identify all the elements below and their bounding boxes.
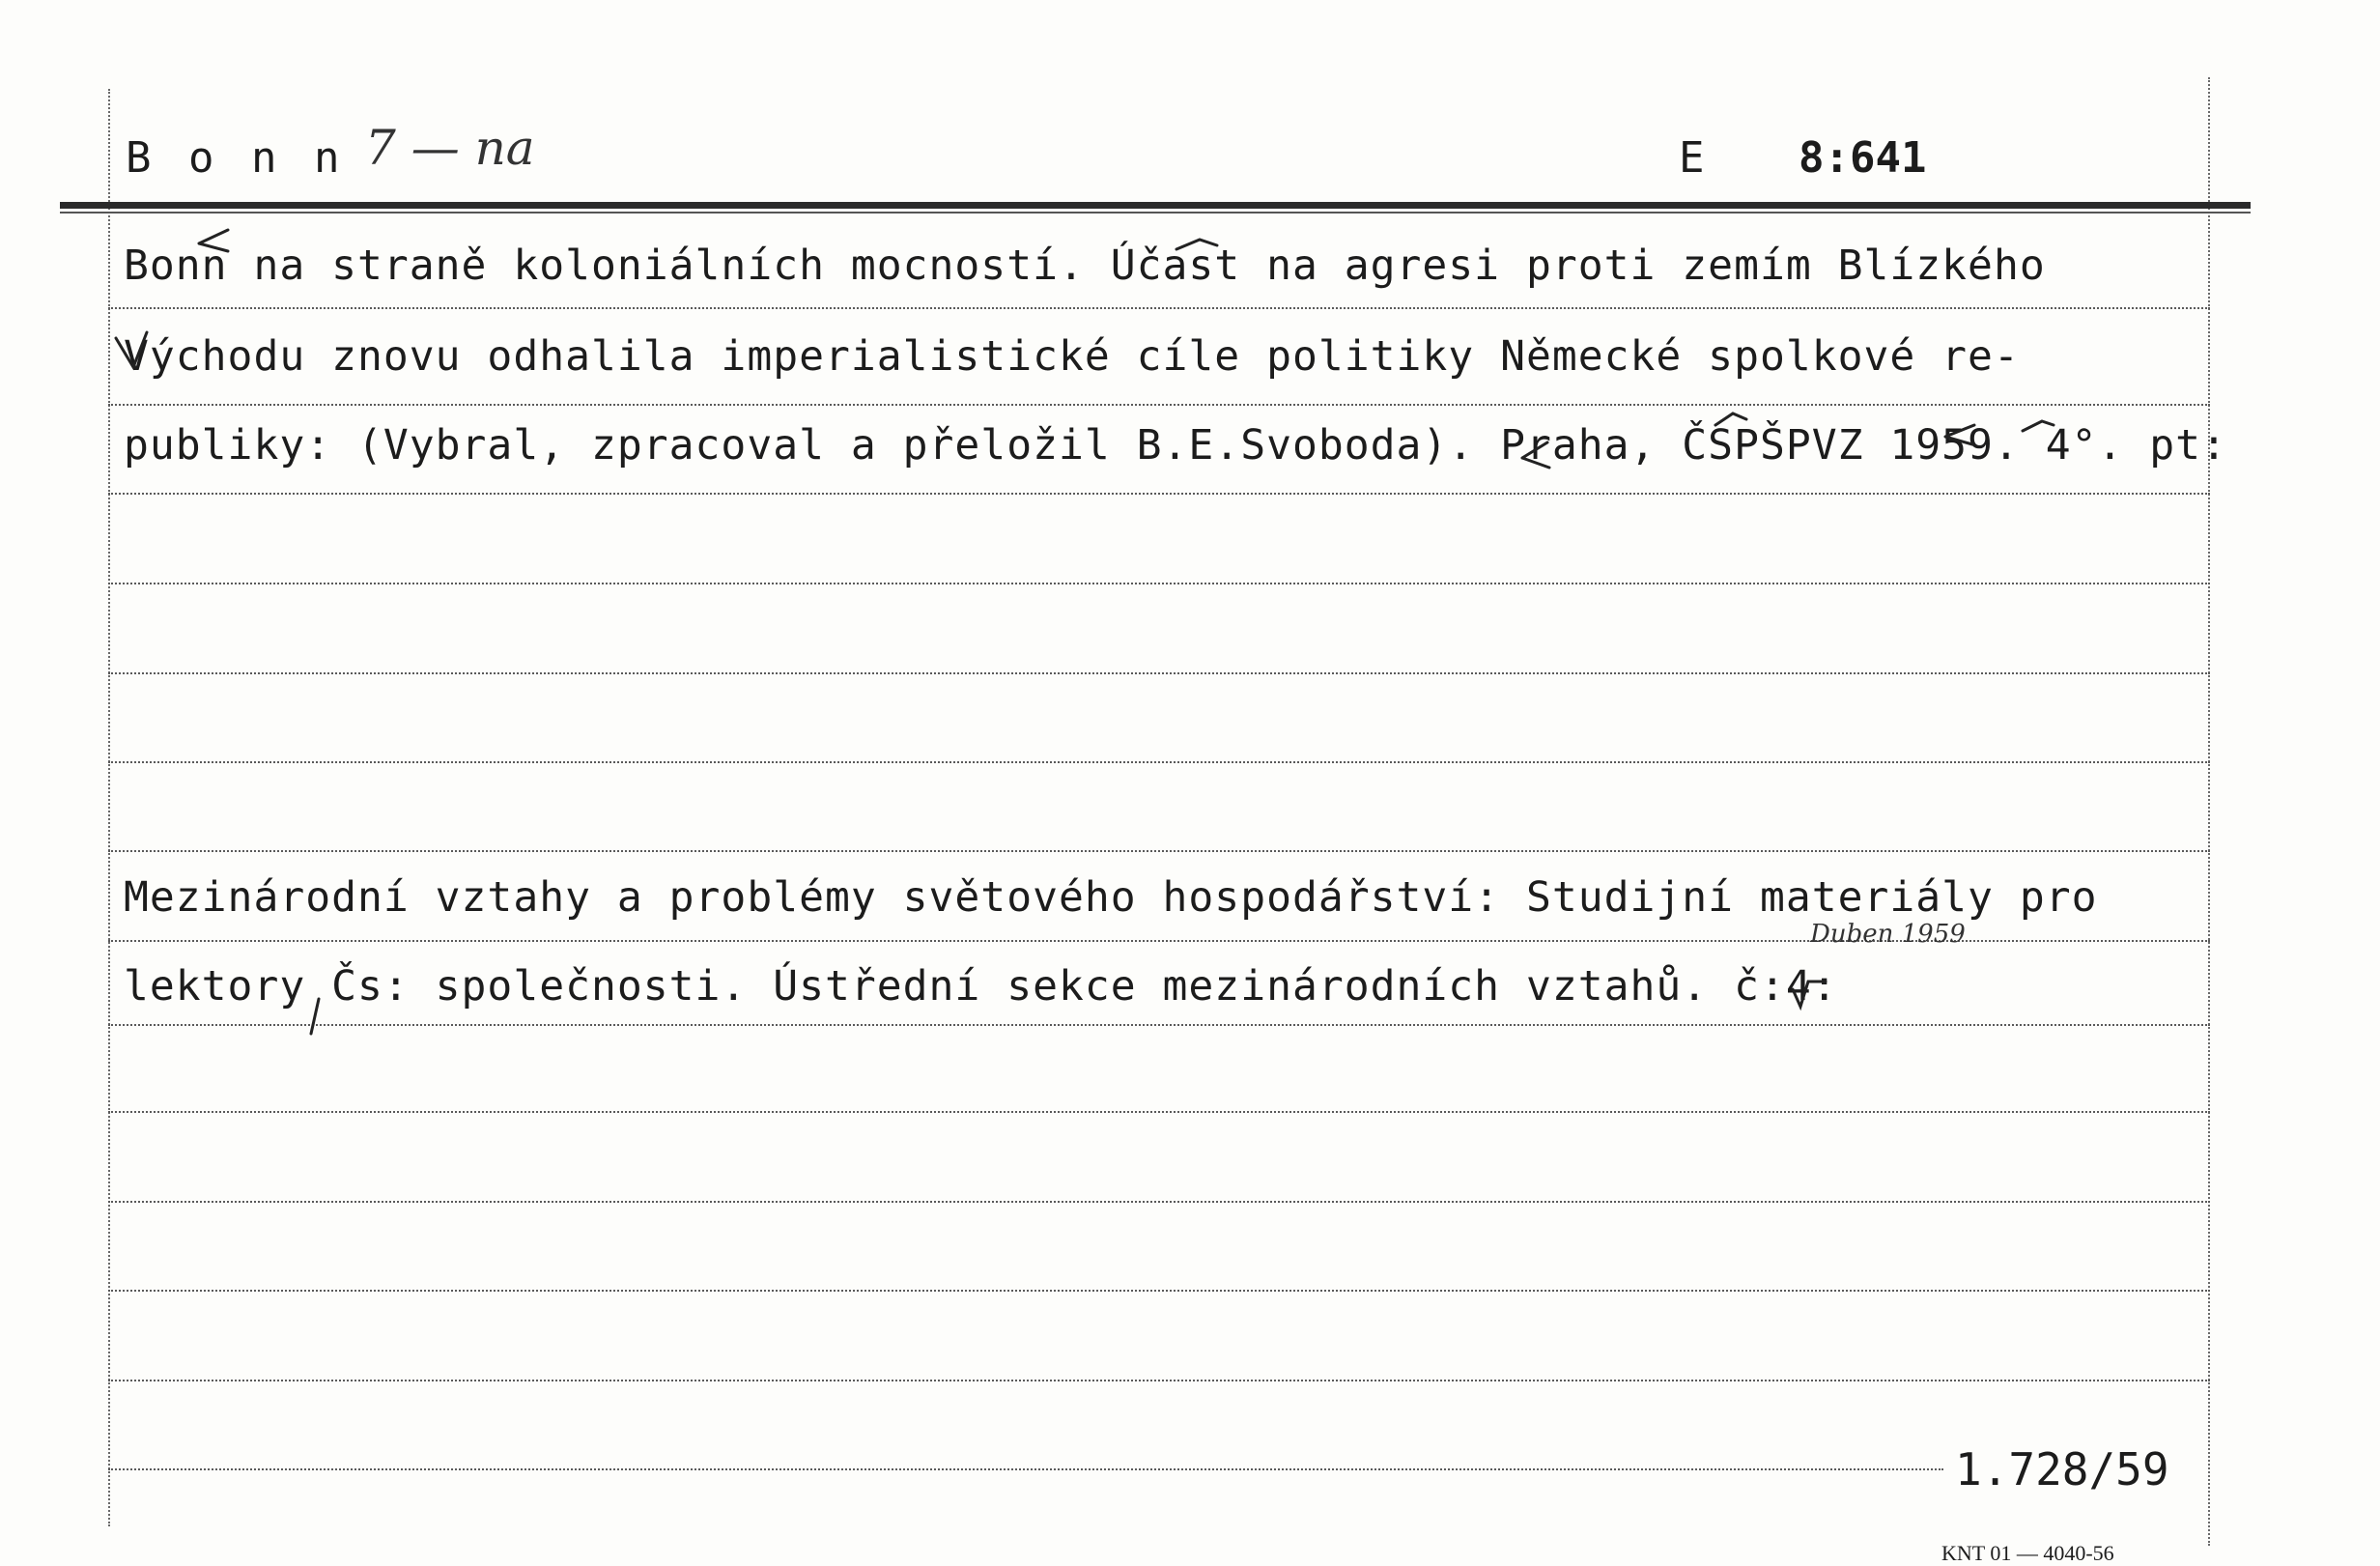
caret-mark-icon [1945,425,1974,444]
card-heading: B o n n [126,133,346,183]
check-mark-icon [1793,982,1826,1007]
entry-2-line-1: Mezinárodní vztahy a problémy světového hospodářství: Studijní materiály pro [124,873,2098,922]
handwritten-heading-note: 7 — na [365,120,535,176]
slash-mark-icon [311,999,319,1034]
handwritten-date: Duben 1959 [1810,920,1966,949]
signature-prefix: E [1679,133,1705,183]
accession-number: 1.728/59 [1955,1443,2169,1495]
caret-mark-icon [1176,240,1217,249]
entry-1-line-2: Východu znovu odhalila imperialistické cíle politiky Německé spolkové re- [124,332,2020,381]
entry-1-line-1: Bonn na straně koloniálních mocností. Účast na agresi proti zemím Blízkého [124,242,2046,290]
caret-mark-icon [1522,442,1549,468]
signature-number: 8:641 [1799,133,1927,183]
entry-2-line-2: lektory Čs: společnosti. Ústřední sekce mezinárodních vztahů. č:4: [124,962,1838,1011]
caret-mark-icon [1715,413,1746,425]
caret-mark-icon [2023,421,2054,431]
check-mark-icon [116,332,147,367]
caret-mark-icon [199,230,228,251]
form-code: KNT 01 — 4040-56 [1941,1541,2114,1565]
entry-1-line-3: publiky: (Vybral, zpracoval a přeložil B.E.Svoboda). Praha, ČSPŠPVZ 1959. 4°. pt: [124,421,2227,470]
